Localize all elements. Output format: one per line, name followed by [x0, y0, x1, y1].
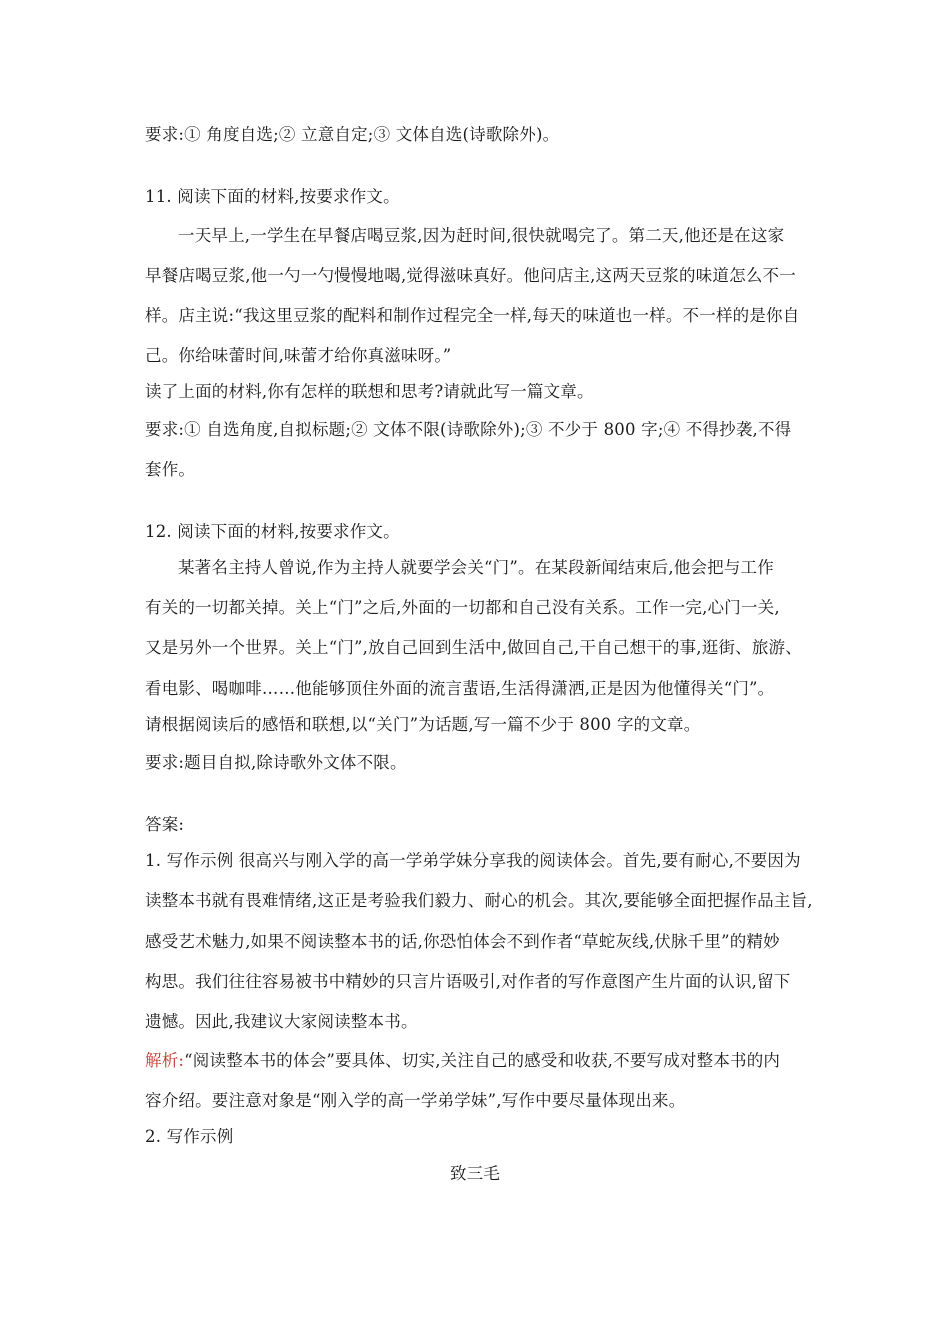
- question-12-paragraph: 看电影、喝咖啡……他能够顶住外面的流言蜚语,生活得潇洒,正是因为他懂得关“门”。: [145, 679, 775, 698]
- question-12-prompt: 请根据阅读后的感悟和联想,以“关门”为话题,写一篇不少于 800 字的文章。: [145, 715, 701, 734]
- analysis-label: 解析:: [145, 1051, 185, 1070]
- question-11-prompt: 读了上面的材料,你有怎样的联想和思考?请就此写一篇文章。: [145, 382, 594, 401]
- question-12-requirements: 要求:题目自拟,除诗歌外文体不限。: [145, 753, 407, 772]
- question-12-paragraph: 有关的一切都关掉。关上“门”之后,外面的一切都和自己没有关系。工作一完,心门一关,: [145, 598, 780, 617]
- analysis-text: “阅读整本书的体会”要具体、切实,关注自己的感受和收获,不要写成对整本书的内: [184, 1051, 781, 1070]
- essay-title: 致三毛: [449, 1164, 501, 1183]
- question-11-paragraph: 己。你给味蕾时间,味蕾才给你真滋味呀。”: [145, 346, 452, 365]
- question-11-title: 11. 阅读下面的材料,按要求作文。: [145, 187, 400, 206]
- answers-heading: 答案:: [145, 815, 185, 834]
- question-11-paragraph: 一天早上,一学生在早餐店喝豆浆,因为赶时间,很快就喝完了。第二天,他还是在这家: [178, 226, 785, 245]
- answer-1-text: 遗憾。因此,我建议大家阅读整本书。: [145, 1012, 418, 1031]
- answer-1-text: 感受艺术魅力,如果不阅读整本书的话,你恐怕体会不到作者“草蛇灰线,伏脉千里”的精妙: [145, 932, 780, 951]
- answer-1-analysis: [145, 1050, 780, 1072]
- answer-1-text: 1. 写作示例 很高兴与刚入学的高一学弟学妹分享我的阅读体会。首先,要有耐心,不要因为: [145, 851, 801, 870]
- answer-2-label: 2. 写作示例: [145, 1127, 234, 1146]
- answer-1-analysis: 容介绍。要注意对象是“刚入学的高一学弟学妹”,写作中要尽量体现出来。: [145, 1091, 686, 1110]
- question-12-paragraph: 又是另外一个世界。关上“门”,放自己回到生活中,做回自己,干自己想干的事,逛街、旅游、: [145, 638, 802, 657]
- answer-1-text: 构思。我们往往容易被书中精妙的只言片语吸引,对作者的写作意图产生片面的认识,留下: [145, 972, 791, 991]
- answer-1-text: 读整本书就有畏难情绪,这正是考验我们毅力、耐心的机会。其次,要能够全面把握作品主旨,: [145, 891, 813, 910]
- question-11-requirements: 套作。: [145, 460, 196, 479]
- question-11-requirements: 要求:① 自选角度,自拟标题;② 文体不限(诗歌除外);③ 不少于 800 字;④ 不得抄袭,不得: [145, 420, 792, 439]
- question-12-title: 12. 阅读下面的材料,按要求作文。: [145, 522, 400, 541]
- question-12-paragraph: 某著名主持人曾说,作为主持人就要学会关“门”。在某段新闻结束后,他会把与工作: [178, 558, 774, 577]
- question-10-requirements: 要求:① 角度自选;② 立意自定;③ 文体自选(诗歌除外)。: [145, 125, 560, 144]
- question-11-paragraph: 早餐店喝豆浆,他一勺一勺慢慢地喝,觉得滋味真好。他问店主,这两天豆浆的味道怎么不一: [145, 266, 796, 285]
- question-11-paragraph: 样。店主说:“我这里豆浆的配料和制作过程完全一样,每天的味道也一样。不一样的是你自: [145, 306, 800, 325]
